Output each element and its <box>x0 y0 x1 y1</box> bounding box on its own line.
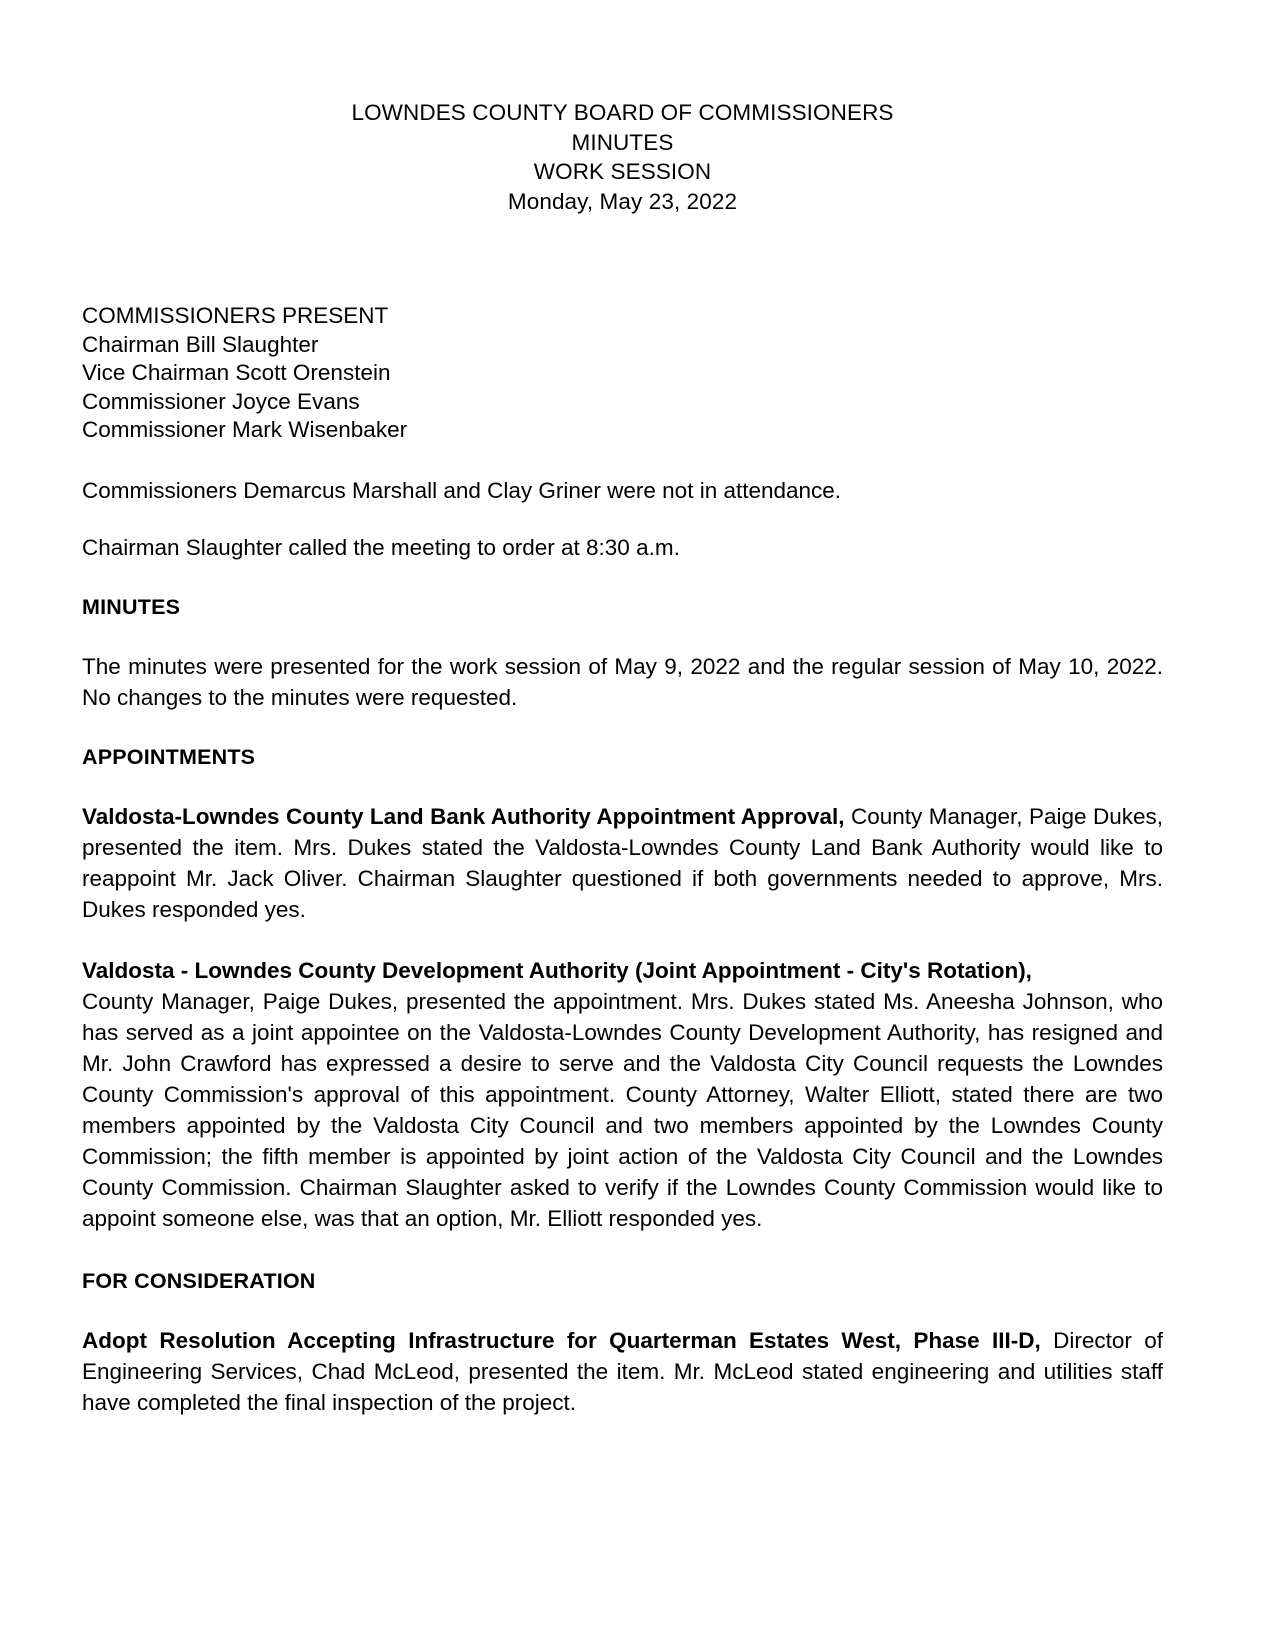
header-line-work-session: WORK SESSION <box>533 159 712 184</box>
commissioner-name: Chairman Bill Slaughter <box>82 331 319 357</box>
spacer <box>82 1234 1163 1267</box>
consideration-item-lead: Adopt Resolution Accepting Infrastructure for Quarterman Estates West, Phase III-D, <box>82 1327 1041 1353</box>
spacer <box>82 925 1163 955</box>
appointment-item-lead: Valdosta - Lowndes County Development Authority (Joint Appointment - City's Rotation), <box>82 957 1032 983</box>
header-line-title: LOWNDES COUNTY BOARD OF COMMISSIONERS <box>351 100 894 125</box>
commissioner-name: Commissioner Joyce Evans <box>82 388 360 414</box>
consideration-item-body: Director of Engineering Services, Chad McLeod, presented the item. Mr. McLeod stated engineering and utilities staff have completed the final inspection of the project. <box>82 1327 1163 1415</box>
section-heading-for-consideration: FOR CONSIDERATION <box>82 1268 316 1293</box>
commissioners-present-block <box>82 302 1163 445</box>
spacer <box>82 563 1163 593</box>
header-line-minutes: MINUTES <box>571 129 674 155</box>
absent-commissioners-note: Commissioners Demarcus Marshall and Clay Griner were not in attendance. <box>82 477 842 503</box>
call-to-order-note: Chairman Slaughter called the meeting to order at 8:30 a.m. <box>82 534 680 560</box>
commissioners-present-heading: COMMISSIONERS PRESENT <box>82 303 389 328</box>
spacer <box>82 713 1163 743</box>
spacer <box>82 506 1163 532</box>
commissioner-name: Commissioner Mark Wisenbaker <box>82 417 408 443</box>
header-spacer <box>82 216 1163 302</box>
appointment-item-body: County Manager, Paige Dukes, presented the item. Mrs. Dukes stated the Valdosta-Lowndes County Land Bank Authority would like to reappoint Mr. Jack Oliver. Chairman Slaughter questioned if both governments needed to approve, Mrs. Dukes responded yes. <box>82 803 1163 922</box>
appointment-item-land-bank <box>82 801 1163 925</box>
spacer <box>82 621 1163 651</box>
document-header <box>82 98 1163 216</box>
spacer <box>82 771 1163 801</box>
appointment-item-development-authority: County Manager, Paige Dukes, presented the appointment. Mrs. Dukes stated Ms. Aneesha Johnson, who has served as a joint appointee on the Valdosta-Lowndes County Development Authority, has resigned and Mr. John Crawford has expressed a desire to serve and the Valdosta City Council requests the Lowndes County Commission's approval of this appointment. County Attorney, Walter Elliott, stated there are two members appointed by the Valdosta City Council and two members appointed by the Lowndes County Commission; the fifth member is appointed by joint action of the Valdosta City Council and the Lowndes County Commission. Chairman Slaughter asked to verify if the Lowndes County Commission would like to appoint someone else, was that an option, Mr. Elliott responded yes. <box>82 988 1163 1231</box>
consideration-item-quarterman-estates <box>82 1325 1163 1418</box>
spacer <box>82 1295 1163 1325</box>
header-line-date: Monday, May 23, 2022 <box>507 188 738 214</box>
commissioner-name: Vice Chairman Scott Orenstein <box>82 360 391 386</box>
appointment-item-lead: Valdosta-Lowndes County Land Bank Authority Appointment Approval, <box>82 803 845 829</box>
spacer <box>82 445 1163 475</box>
section-heading-minutes: MINUTES <box>82 594 181 619</box>
minutes-section-body: The minutes were presented for the work session of May 9, 2022 and the regular session of May 10, 2022. No changes to the minutes were requested. <box>82 653 1163 710</box>
section-heading-appointments: APPOINTMENTS <box>82 744 256 769</box>
